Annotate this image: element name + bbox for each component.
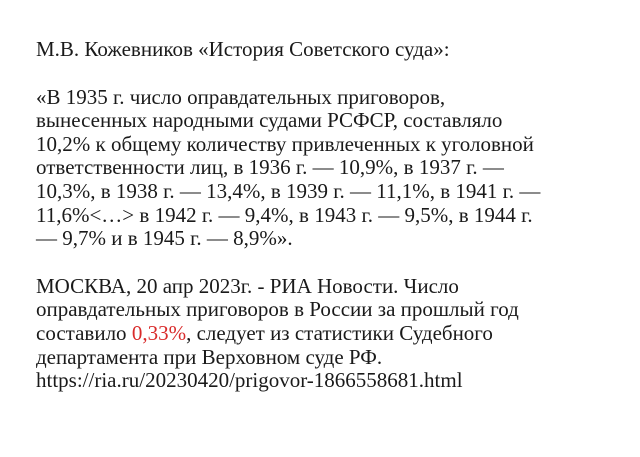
acquittal-rate-highlight: 0,33% bbox=[131, 320, 187, 345]
document bbox=[36, 38, 626, 393]
spacer bbox=[36, 251, 626, 275]
quote-line: 10,2% к общему количеству привлеченных к уголовной bbox=[36, 131, 534, 156]
quote-line: 11,6%<…> в 1942 г. — 9,4%, в 1943 г. — 9,5%, в 1944 г. bbox=[36, 202, 533, 227]
news-text: составило bbox=[36, 320, 132, 345]
quote-line: 10,3%, в 1938 г. — 13,4%, в 1939 г. — 11,1%, в 1941 г. — bbox=[36, 178, 541, 203]
heading bbox=[36, 38, 626, 62]
news-line: оправдательных приговоров в России за прошлый год bbox=[36, 297, 519, 322]
news-text: , следует из статистики Судебного bbox=[186, 320, 493, 345]
quote-line: — 9,7% и в 1945 г. — 8,9%». bbox=[36, 226, 293, 251]
quote-line: ответственности лиц, в 1936 г. — 10,9%, в 1937 г. — bbox=[36, 155, 504, 180]
source-url: https://ria.ru/20230420/prigovor-1866558681.html bbox=[36, 368, 463, 393]
quote-line: «В 1935 г. число оправдательных приговоров, bbox=[36, 84, 446, 109]
quote-paragraph bbox=[36, 86, 626, 251]
heading-text: М.В. Кожевников «История Советского суда»: bbox=[36, 37, 450, 61]
news-line: МОСКВА, 20 апр 2023г. - РИА Новости. Число bbox=[36, 273, 459, 298]
news-line: департамента при Верховном суде РФ. bbox=[36, 344, 383, 369]
spacer bbox=[36, 62, 626, 86]
news-paragraph bbox=[36, 275, 626, 393]
quote-line: вынесенных народными судами РСФСР, составляло bbox=[36, 108, 503, 133]
news-line-with-highlight bbox=[36, 322, 626, 346]
